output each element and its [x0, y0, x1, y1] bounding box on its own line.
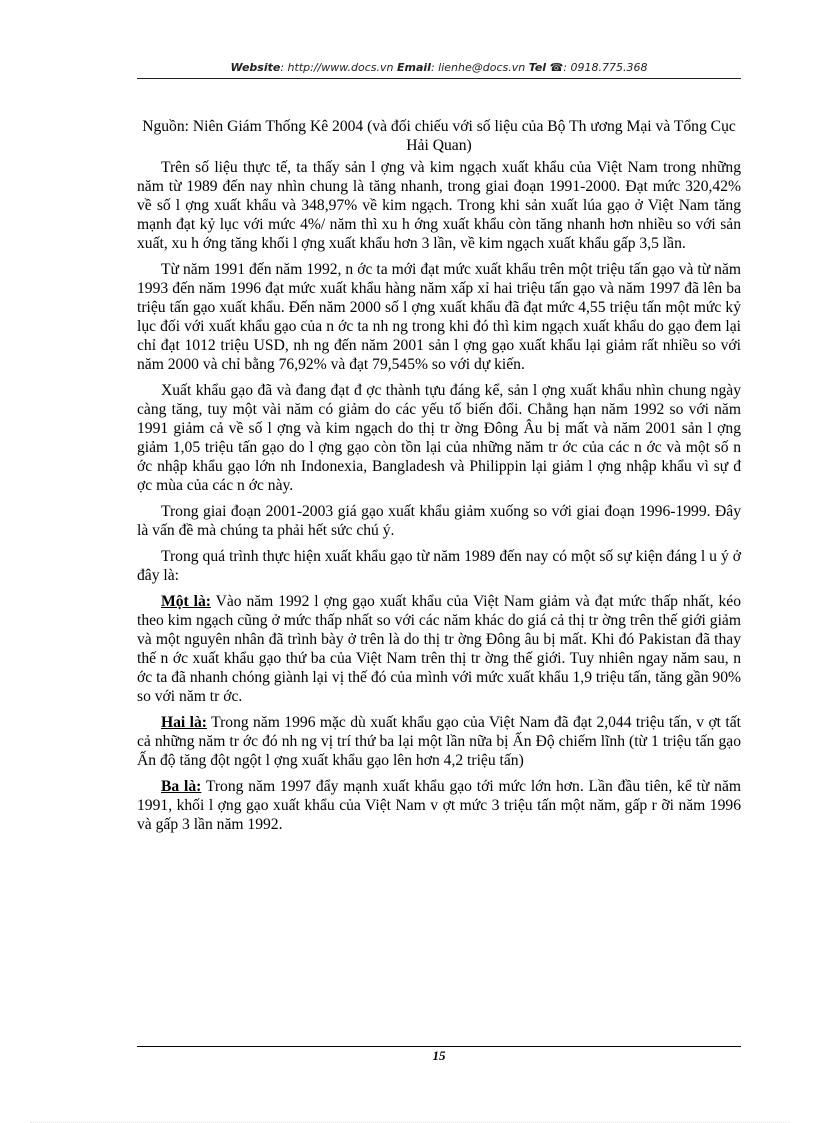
paragraph-4: Trong giai đoạn 2001-2003 giá gạo xuất khẩu giảm xuống so với giai đoạn 1996-1999. Đây là vấn đề mà chúng ta phải hết sức chú ý. [137, 503, 741, 539]
document-body [137, 117, 741, 841]
page-header [137, 58, 741, 79]
tel-label: Tel [528, 61, 547, 74]
website-value: : http://www.docs.vn [280, 61, 394, 74]
website-label: Website [230, 61, 281, 74]
email-label: Email [397, 61, 431, 74]
event-paragraph-3 [137, 777, 741, 834]
email-value: : lienhe@docs.vn [430, 61, 526, 74]
paragraph-2: Từ năm 1991 đến năm 1992, n ớc ta mới đạt mức xuất khẩu trên một triệu tấn gạo và từ năm 1993 đến năm 1996 đạt mức xuất khẩu hàng năm xấp xỉ hai triệu tấn gạo và năm 1997 đã lên ba triệu tấn gạo xuất khẩu. Đến năm 2000 số l ợng xuất khẩu đã đạt mức 4,55 triệu tấn một mức kỷ lục đối với xuất khẩu gạo của n ớc ta nh ng trong khi đó thì kim ngạch xuất khẩu do gạo đem lại chỉ đạt 1012 triệu USD, nh ng đến năm 2001 sản l ợng gạo xuất khẩu lại giảm rất nhiều so với năm 2000 và chỉ bằng 76,92% và đạt 79,545% so với dự kiến. [137, 261, 741, 373]
footer-divider [137, 1046, 741, 1047]
event-text-1: Vào năm 1992 l ợng gạo xuất khẩu của Việt Nam giảm và đạt mức thấp nhất, kéo theo kim ngạch cũng ở mức thấp nhất so với các năm khác do giá cả thị tr ờng trên thế giới giảm và một nguyên nhân đã trình bày ở trên là do thị tr ờng Đông âu bị mất. Khi đó Pakistan đã thay thế n ớc xuất khẩu gạo thứ ba của Việt Nam trên thị tr ờng thế giới. Tuy nhiên ngay năm sau, n ớc ta đã nhanh chóng giành lại vị thế đó của mình với mức xuất khẩu 1,9 triệu tấn, tăng gần 90% so với năm tr ớc. [137, 593, 741, 705]
paragraph-5: Trong quá trình thực hiện xuất khẩu gạo từ năm 1989 đến nay có một số sự kiện đáng l u ý ở đây là: [137, 548, 741, 584]
tel-value: : 0918.775.368 [563, 61, 648, 74]
source-note: Nguồn: Niên Giám Thống Kê 2004 (và đối chiếu với số liệu của Bộ Th ương Mại và Tổng Cục Hải Quan) [142, 118, 736, 154]
event-paragraph-2 [137, 713, 741, 770]
telephone-icon: ☎ [549, 61, 564, 74]
page-number: 15 [432, 1048, 446, 1063]
event-lead-3: Ba là: [161, 778, 202, 795]
event-lead-2: Hai là: [161, 714, 207, 731]
paragraph-1: Trên số liệu thực tế, ta thấy sản l ợng và kim ngạch xuất khẩu của Việt Nam trong những năm từ 1989 đến nay nhìn chung là tăng nhanh, trong giai đoạn 1991-2000. Đạt mức 320,42% về số l ợng xuất khẩu và 348,97% về kim ngạch. Trong khi sản xuất lúa gạo ở Việt Nam tăng mạnh đạt kỷ lục với mức 4%/ năm thì xu h ớng xuất khẩu còn tăng nhanh hơn nhiều so với sản xuất, xu h ớng tăng khối l ợng xuất khẩu hơn 3 lần, về kim ngạch xuất khẩu gấp 3,5 lần. [137, 159, 741, 252]
event-text-2: Trong năm 1996 mặc dù xuất khẩu gạo của Việt Nam đã đạt 2,044 triệu tấn, v ợt tất cả những năm tr ớc đó nh ng vị trí thứ ba lại một lần nữa bị Ấn Độ chiếm lĩnh (từ 1 triệu tấn gạo Ấn độ tăng đột ngột l ợng xuất khẩu gạo lên hơn 4,2 triệu tấn) [137, 714, 741, 769]
event-paragraph-1 [137, 592, 741, 706]
event-text-3: Trong năm 1997 đẩy mạnh xuất khẩu gạo tới mức lớn hơn. Lần đầu tiên, kể từ năm 1991, khối l ợng gạo xuất khẩu của Việt Nam v ợt mức 3 triệu tấn một năm, gấp r ỡi năm 1996 và gấp 3 lần năm 1992. [137, 778, 741, 833]
paragraph-3: Xuất khẩu gạo đã và đang đạt đ ợc thành tựu đáng kể, sản l ợng xuất khẩu nhìn chung ngày càng tăng, tuy một vài năm có giảm do các yếu tố biến đổi. Chẳng hạn năm 1992 so với năm 1991 giảm cả về số l ợng và kim ngạch do thị tr ờng Đông Âu bị mất và năm 2001 sản l ợng giảm 1,05 triệu tấn gạo do l ợng gạo còn tồn lại của những năm tr ớc của các n ớc và một số n ớc nhập khẩu gạo lớn nh Indonexia, Bangladesh và Philippin lại giảm l ợng nhập khẩu vì sự đ ợc mùa của các n ớc này. [137, 382, 741, 494]
event-lead-1: Một là: [161, 593, 211, 610]
